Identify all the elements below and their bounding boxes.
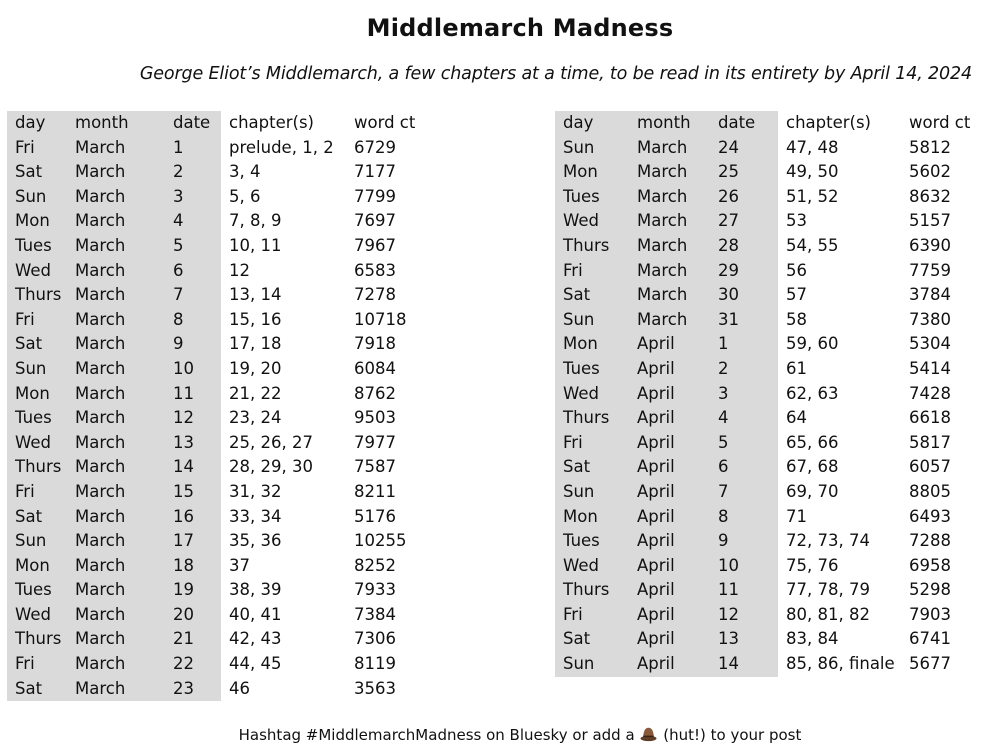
chapters-cell: 71 <box>786 506 807 526</box>
table-row <box>7 677 421 702</box>
month-cell: April <box>629 505 710 530</box>
chapters-cell: 49, 50 <box>786 162 839 182</box>
month-cell: March <box>629 308 710 333</box>
table-row <box>555 185 975 210</box>
month-cell: March <box>67 677 165 702</box>
table-row <box>7 357 421 382</box>
date-cell: 1 <box>710 332 778 357</box>
table-row <box>7 136 421 161</box>
chapters-cell: 25, 26, 27 <box>229 432 313 452</box>
table-row <box>555 209 975 234</box>
date-cell: 17 <box>165 529 221 554</box>
chapters-cell: 72, 73, 74 <box>786 531 870 551</box>
table-row <box>7 652 421 677</box>
table-row <box>7 480 421 505</box>
word-count-cell: 6084 <box>354 358 396 378</box>
header-word-count: word ct <box>354 113 416 132</box>
table-row <box>7 382 421 407</box>
month-cell: March <box>629 283 710 308</box>
date-cell: 28 <box>710 234 778 259</box>
month-cell: March <box>629 259 710 284</box>
word-count-cell: 5812 <box>909 137 951 157</box>
date-cell: 25 <box>710 160 778 185</box>
table-row <box>7 259 421 284</box>
table-row <box>555 455 975 480</box>
word-count-cell: 7380 <box>909 309 951 329</box>
month-cell: April <box>629 652 710 677</box>
date-cell: 13 <box>710 627 778 652</box>
word-count-cell: 7288 <box>909 531 951 551</box>
footer-text-end: (hut!) to your post <box>663 726 802 744</box>
month-cell: April <box>629 529 710 554</box>
day-cell: Wed <box>7 431 67 456</box>
word-count-cell: 5304 <box>909 334 951 354</box>
date-cell: 5 <box>165 234 221 259</box>
table-row <box>7 529 421 554</box>
header-day: day <box>555 111 629 136</box>
word-count-cell: 8211 <box>354 481 396 501</box>
chapters-cell: 83, 84 <box>786 629 839 649</box>
date-cell: 5 <box>710 431 778 456</box>
month-cell: March <box>67 283 165 308</box>
chapters-cell: 61 <box>786 358 807 378</box>
day-cell: Wed <box>555 382 629 407</box>
chapters-cell: 12 <box>229 260 250 280</box>
word-count-cell: 10718 <box>354 309 407 329</box>
chapters-cell: 54, 55 <box>786 235 839 255</box>
day-cell: Thurs <box>7 627 67 652</box>
word-count-cell: 7799 <box>354 186 396 206</box>
table-row <box>7 234 421 259</box>
month-cell: April <box>629 578 710 603</box>
chapters-cell: 44, 45 <box>229 654 282 674</box>
month-cell: April <box>629 627 710 652</box>
day-cell: Thurs <box>555 578 629 603</box>
date-cell: 10 <box>165 357 221 382</box>
word-count-cell: 7967 <box>354 235 396 255</box>
month-cell: March <box>67 603 165 628</box>
table-row <box>555 652 975 677</box>
header-day: day <box>7 111 67 136</box>
chapters-cell: 13, 14 <box>229 285 282 305</box>
word-count-cell: 7278 <box>354 285 396 305</box>
date-cell: 14 <box>165 455 221 480</box>
chapters-cell: 58 <box>786 309 807 329</box>
word-count-cell: 7903 <box>909 604 951 624</box>
word-count-cell: 5817 <box>909 432 951 452</box>
chapters-cell: 65, 66 <box>786 432 839 452</box>
table-row <box>7 160 421 185</box>
date-cell: 15 <box>165 480 221 505</box>
month-cell: April <box>629 455 710 480</box>
word-count-cell: 8119 <box>354 654 396 674</box>
day-cell: Sat <box>555 627 629 652</box>
month-cell: April <box>629 406 710 431</box>
table-row <box>7 406 421 431</box>
word-count-cell: 5176 <box>354 506 396 526</box>
month-cell: March <box>67 529 165 554</box>
word-count-cell: 8252 <box>354 555 396 575</box>
date-cell: 3 <box>710 382 778 407</box>
month-cell: March <box>67 627 165 652</box>
chapters-cell: 42, 43 <box>229 629 282 649</box>
header-month: month <box>629 111 710 136</box>
day-cell: Wed <box>7 603 67 628</box>
table-row <box>555 578 975 603</box>
chapters-cell: 7, 8, 9 <box>229 211 282 231</box>
day-cell: Sat <box>555 283 629 308</box>
month-cell: March <box>629 136 710 161</box>
date-cell: 26 <box>710 185 778 210</box>
month-cell: March <box>629 185 710 210</box>
date-cell: 22 <box>165 652 221 677</box>
month-cell: April <box>629 554 710 579</box>
day-cell: Fri <box>7 136 67 161</box>
date-cell: 29 <box>710 259 778 284</box>
table-row <box>555 627 975 652</box>
date-cell: 12 <box>710 603 778 628</box>
word-count-cell: 5157 <box>909 211 951 231</box>
day-cell: Mon <box>555 332 629 357</box>
word-count-cell: 6390 <box>909 235 951 255</box>
table-row <box>7 578 421 603</box>
table-row <box>7 283 421 308</box>
table-row <box>555 160 975 185</box>
word-count-cell: 7587 <box>354 457 396 477</box>
day-cell: Sun <box>555 652 629 677</box>
chapters-cell: 53 <box>786 211 807 231</box>
table-row <box>555 529 975 554</box>
day-cell: Sat <box>7 160 67 185</box>
month-cell: March <box>629 160 710 185</box>
month-cell: April <box>629 332 710 357</box>
word-count-cell: 6583 <box>354 260 396 280</box>
table-row <box>7 185 421 210</box>
day-cell: Tues <box>7 406 67 431</box>
day-cell: Wed <box>555 554 629 579</box>
table-row <box>555 136 975 161</box>
day-cell: Fri <box>7 480 67 505</box>
schedule-rows-right <box>555 136 975 677</box>
month-cell: March <box>629 209 710 234</box>
table-row <box>7 308 421 333</box>
table-row <box>555 603 975 628</box>
date-cell: 6 <box>710 455 778 480</box>
month-cell: April <box>629 431 710 456</box>
page-title: Middlemarch Madness <box>366 14 674 42</box>
month-cell: March <box>67 480 165 505</box>
date-cell: 9 <box>165 332 221 357</box>
chapters-cell: 23, 24 <box>229 408 282 428</box>
word-count-cell: 7933 <box>354 580 396 600</box>
chapters-cell: 19, 20 <box>229 358 282 378</box>
footer-text: Hashtag #MiddlemarchMadness on Bluesky or add a <box>238 726 635 744</box>
table-row <box>555 234 975 259</box>
word-count-cell: 6057 <box>909 457 951 477</box>
chapters-cell: 37 <box>229 555 250 575</box>
chapters-cell: 21, 22 <box>229 383 282 403</box>
header-month: month <box>67 111 165 136</box>
date-cell: 31 <box>710 308 778 333</box>
word-count-cell: 6958 <box>909 555 951 575</box>
table-row <box>555 259 975 284</box>
day-cell: Mon <box>555 505 629 530</box>
month-cell: March <box>67 382 165 407</box>
date-cell: 11 <box>710 578 778 603</box>
chapters-cell: 28, 29, 30 <box>229 457 313 477</box>
header-chapters: chapter(s) <box>229 113 314 132</box>
day-cell: Thurs <box>7 283 67 308</box>
word-count-cell: 7306 <box>354 629 396 649</box>
chapters-cell: 85, 86, finale <box>786 654 895 674</box>
word-count-cell: 6493 <box>909 506 951 526</box>
date-cell: 3 <box>165 185 221 210</box>
day-cell: Thurs <box>555 234 629 259</box>
date-cell: 23 <box>165 677 221 702</box>
day-cell: Tues <box>555 529 629 554</box>
date-cell: 9 <box>710 529 778 554</box>
word-count-cell: 8762 <box>354 383 396 403</box>
chapters-cell: 47, 48 <box>786 137 839 157</box>
chapters-cell: 40, 41 <box>229 604 282 624</box>
month-cell: March <box>67 455 165 480</box>
table-row <box>555 505 975 530</box>
word-count-cell: 6741 <box>909 629 951 649</box>
word-count-cell: 6729 <box>354 137 396 157</box>
day-cell: Tues <box>7 578 67 603</box>
date-cell: 2 <box>710 357 778 382</box>
month-cell: March <box>67 332 165 357</box>
date-cell: 11 <box>165 382 221 407</box>
word-count-cell: 5602 <box>909 162 951 182</box>
month-cell: March <box>67 578 165 603</box>
chapters-cell: 46 <box>229 678 250 698</box>
chapters-cell: 62, 63 <box>786 383 839 403</box>
table-row <box>555 283 975 308</box>
day-cell: Mon <box>555 160 629 185</box>
month-cell: March <box>67 505 165 530</box>
month-cell: March <box>67 185 165 210</box>
date-cell: 12 <box>165 406 221 431</box>
date-cell: 13 <box>165 431 221 456</box>
chapters-cell: 80, 81, 82 <box>786 604 870 624</box>
date-cell: 10 <box>710 554 778 579</box>
table-row <box>555 308 975 333</box>
day-cell: Sun <box>7 185 67 210</box>
chapters-cell: 57 <box>786 285 807 305</box>
month-cell: April <box>629 382 710 407</box>
chapters-cell: 3, 4 <box>229 162 261 182</box>
table-row <box>555 357 975 382</box>
date-cell: 7 <box>710 480 778 505</box>
table-row <box>555 431 975 456</box>
date-cell: 21 <box>165 627 221 652</box>
table-row <box>7 455 421 480</box>
date-cell: 8 <box>165 308 221 333</box>
footer-note <box>0 726 1000 746</box>
day-cell: Tues <box>7 234 67 259</box>
day-cell: Wed <box>555 209 629 234</box>
table-row <box>7 554 421 579</box>
chapters-cell: 59, 60 <box>786 334 839 354</box>
word-count-cell: 5298 <box>909 580 951 600</box>
chapters-cell: 51, 52 <box>786 186 839 206</box>
day-cell: Thurs <box>7 455 67 480</box>
day-cell: Mon <box>7 554 67 579</box>
word-count-cell: 7759 <box>909 260 951 280</box>
chapters-cell: 56 <box>786 260 807 280</box>
date-cell: 30 <box>710 283 778 308</box>
day-cell: Tues <box>555 185 629 210</box>
month-cell: March <box>67 308 165 333</box>
day-cell: Sat <box>7 332 67 357</box>
table-row <box>7 627 421 652</box>
month-cell: March <box>67 259 165 284</box>
word-count-cell: 5414 <box>909 358 951 378</box>
word-count-cell: 10255 <box>354 531 407 551</box>
word-count-cell: 7918 <box>354 334 396 354</box>
table-row <box>555 480 975 505</box>
date-cell: 2 <box>165 160 221 185</box>
day-cell: Sun <box>7 529 67 554</box>
chapters-cell: 10, 11 <box>229 235 282 255</box>
date-cell: 6 <box>165 259 221 284</box>
month-cell: March <box>67 209 165 234</box>
date-cell: 4 <box>710 406 778 431</box>
month-cell: March <box>67 554 165 579</box>
table-row <box>7 603 421 628</box>
month-cell: March <box>67 357 165 382</box>
date-cell: 16 <box>165 505 221 530</box>
page-subtitle: George Eliot’s Middlemarch, a few chapters at a time, to be read in its entirety by April 14, 2024 <box>139 64 972 84</box>
day-cell: Sun <box>7 357 67 382</box>
date-cell: 18 <box>165 554 221 579</box>
table-row <box>555 406 975 431</box>
date-cell: 7 <box>165 283 221 308</box>
day-cell: Mon <box>7 382 67 407</box>
hat-icon <box>640 726 657 746</box>
chapters-cell: 38, 39 <box>229 580 282 600</box>
chapters-cell: 64 <box>786 408 807 428</box>
table-row <box>555 382 975 407</box>
month-cell: April <box>629 603 710 628</box>
chapters-cell: 31, 32 <box>229 481 282 501</box>
day-cell: Sat <box>7 677 67 702</box>
word-count-cell: 7428 <box>909 383 951 403</box>
day-cell: Sun <box>555 480 629 505</box>
month-cell: March <box>67 160 165 185</box>
header-row <box>555 111 975 136</box>
word-count-cell: 8632 <box>909 186 951 206</box>
day-cell: Fri <box>555 603 629 628</box>
day-cell: Fri <box>555 259 629 284</box>
date-cell: 27 <box>710 209 778 234</box>
header-date: date <box>710 111 778 136</box>
word-count-cell: 7977 <box>354 432 396 452</box>
month-cell: March <box>67 136 165 161</box>
header-word-count: word ct <box>909 113 971 132</box>
day-cell: Fri <box>555 431 629 456</box>
chapters-cell: 15, 16 <box>229 309 282 329</box>
table-row <box>555 554 975 579</box>
chapters-cell: 17, 18 <box>229 334 282 354</box>
day-cell: Sat <box>7 505 67 530</box>
chapters-cell: 67, 68 <box>786 457 839 477</box>
schedule-table-left <box>7 111 421 701</box>
day-cell: Sun <box>555 136 629 161</box>
header-row <box>7 111 421 136</box>
word-count-cell: 3563 <box>354 678 396 698</box>
chapters-cell: 35, 36 <box>229 531 282 551</box>
chapters-cell: prelude, 1, 2 <box>229 137 334 157</box>
date-cell: 14 <box>710 652 778 677</box>
day-cell: Sat <box>555 455 629 480</box>
word-count-cell: 7177 <box>354 162 396 182</box>
date-cell: 8 <box>710 505 778 530</box>
chapters-cell: 33, 34 <box>229 506 282 526</box>
day-cell: Thurs <box>555 406 629 431</box>
header-chapters: chapter(s) <box>786 113 871 132</box>
month-cell: March <box>67 234 165 259</box>
table-row <box>555 332 975 357</box>
chapters-cell: 5, 6 <box>229 186 261 206</box>
word-count-cell: 7697 <box>354 211 396 231</box>
word-count-cell: 8805 <box>909 481 951 501</box>
day-cell: Mon <box>7 209 67 234</box>
table-row <box>7 431 421 456</box>
day-cell: Wed <box>7 259 67 284</box>
word-count-cell: 5677 <box>909 654 951 674</box>
chapters-cell: 69, 70 <box>786 481 839 501</box>
day-cell: Fri <box>7 652 67 677</box>
month-cell: March <box>629 234 710 259</box>
day-cell: Tues <box>555 357 629 382</box>
month-cell: April <box>629 357 710 382</box>
month-cell: March <box>67 652 165 677</box>
date-cell: 4 <box>165 209 221 234</box>
month-cell: March <box>67 406 165 431</box>
header-date: date <box>165 111 221 136</box>
date-cell: 19 <box>165 578 221 603</box>
chapters-cell: 75, 76 <box>786 555 839 575</box>
day-cell: Fri <box>7 308 67 333</box>
month-cell: March <box>67 431 165 456</box>
month-cell: April <box>629 480 710 505</box>
date-cell: 1 <box>165 136 221 161</box>
table-row <box>7 505 421 530</box>
date-cell: 20 <box>165 603 221 628</box>
schedule-rows-left <box>7 136 421 702</box>
word-count-cell: 7384 <box>354 604 396 624</box>
word-count-cell: 9503 <box>354 408 396 428</box>
word-count-cell: 6618 <box>909 408 951 428</box>
table-row <box>7 332 421 357</box>
table-row <box>7 209 421 234</box>
chapters-cell: 77, 78, 79 <box>786 580 870 600</box>
word-count-cell: 3784 <box>909 285 951 305</box>
day-cell: Sun <box>555 308 629 333</box>
schedule-table-right <box>555 111 975 677</box>
date-cell: 24 <box>710 136 778 161</box>
